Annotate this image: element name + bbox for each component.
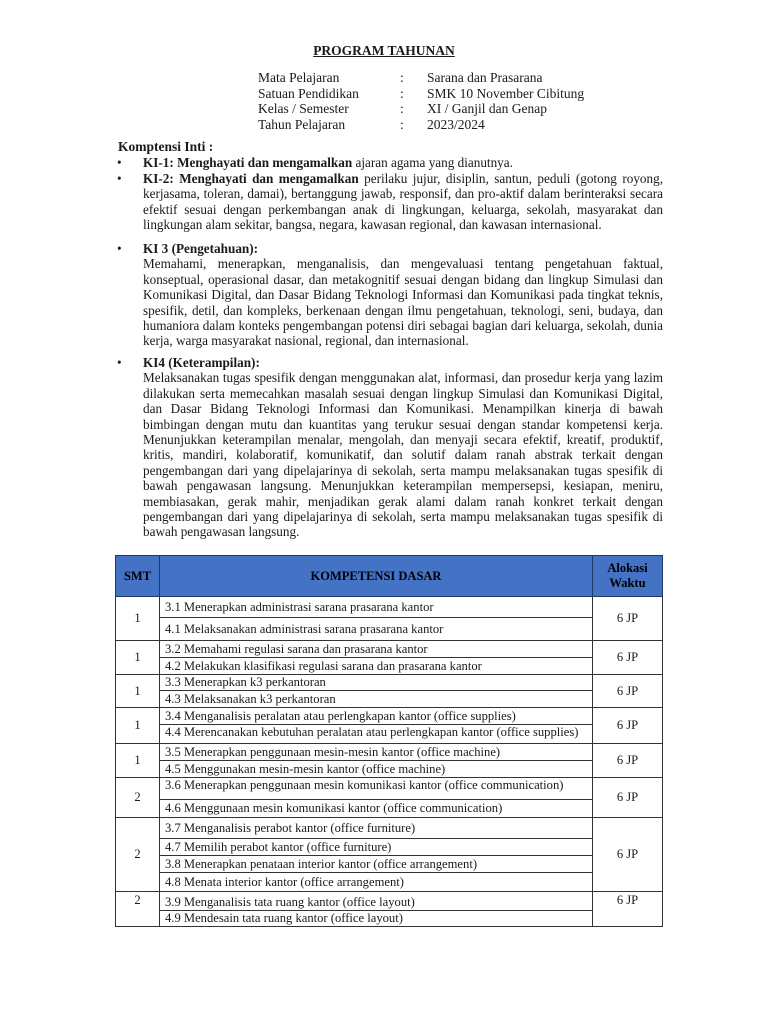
jp-cell: 6 JP: [593, 778, 663, 818]
document-meta: [258, 70, 584, 132]
smt-cell: 2: [116, 892, 160, 927]
bullet-icon: •: [117, 171, 122, 186]
ki3-title: KI 3 (Pengetahuan):: [143, 241, 259, 256]
kd-item: 4.3 Melaksanakan k3 perkantoran: [165, 692, 336, 706]
kd-item: 4.1 Melaksanakan administrasi sarana prasarana kantor: [165, 622, 444, 636]
kd-cell: [160, 675, 593, 708]
ki-heading: Komptensi Inti :: [118, 139, 214, 154]
table-row: [116, 778, 663, 818]
kd-item: 3.2 Memahami regulasi sarana dan prasarana kantor: [160, 641, 592, 658]
ki1-text: ajaran agama yang dianutnya.: [352, 155, 513, 170]
ki4-title: KI4 (Keterampilan):: [143, 355, 260, 370]
meta-colon: :: [400, 85, 404, 101]
kd-item: 4.5 Menggunakan mesin-mesin kantor (office machine): [165, 762, 446, 776]
ki3-text: Memahami, menerapkan, menganalisis, dan mengevaluasi tentang pengetahuan faktual, konseptual, operasional dasar, dan metakognitif sesuai dengan bidang dan lingkup Simulasi dan Komunikasi Digital, dan Dasar Bidang Teknologi Informasi dan Komunikasi pada tingkat teknis, spesifik, detil, dan kompleks, berkenaan dengan ilmu pengetahuan, teknologi, seni, budaya, dan humaniora dalam konteks pengembangan potensi diri sebagai bagian dari keluarga, sekolah, dunia kerja, warga masyarakat nasional, regional, dan internasional.: [143, 256, 663, 349]
kd-cell: [160, 818, 593, 892]
ki4-item: [117, 355, 663, 540]
table-row: [116, 675, 663, 708]
smt-cell: 1: [116, 744, 160, 778]
bullet-icon: •: [117, 355, 122, 370]
meta-colon: :: [400, 101, 404, 116]
kd-item: 4.9 Mendesain tata ruang kantor (office layout): [165, 911, 403, 925]
jp-cell: 6 JP: [593, 744, 663, 778]
meta-row: [258, 117, 584, 133]
jp-cell: 6 JP: [593, 675, 663, 708]
bullet-icon: •: [117, 155, 122, 170]
kd-cell: [160, 597, 593, 641]
meta-value: 2023/2024: [427, 116, 485, 132]
ki1-bold: KI-1: Menghayati dan mengamalkan: [143, 155, 353, 170]
kd-item: 4.2 Melakukan klasifikasi regulasi sarana dan prasarana kantor: [165, 659, 482, 673]
header-alokasi: Alokasi Waktu: [593, 556, 663, 597]
kd-item: 3.9 Menganalisis tata ruang kantor (office layout): [160, 892, 592, 911]
jp-cell: 6 JP: [593, 708, 663, 744]
table-row: [116, 744, 663, 778]
kd-item: 4.4 Merencanakan kebutuhan peralatan atau perlengkapan kantor (office supplies): [165, 725, 579, 739]
jp-cell: 6 JP: [593, 892, 663, 927]
kd-item: 3.1 Menerapkan administrasi sarana prasarana kantor: [160, 597, 592, 618]
table-row: [116, 818, 663, 892]
meta-value: SMK 10 November Cibitung: [427, 85, 585, 101]
smt-cell: 2: [116, 818, 160, 892]
kd-item: 4.7 Memilih perabot kantor (office furniture): [160, 839, 592, 856]
ki2-bold: KI-2: Menghayati dan mengamalkan: [143, 171, 359, 186]
ki2-item: [117, 171, 663, 233]
page-title: PROGRAM TAHUNAN: [313, 43, 455, 58]
ki2-text: perilaku jujur, disiplin, santun, peduli (gotong royong, kerjasama, toleran, damai), bertanggung jawab, responsif, dan pro-aktif dalam berinteraksi secara efektif sesuai dengan perkembangan anak di lingkungan, keluarga, sekolah, masyarakat dan lingkungan alam sekitar, bangsa, negara, kawasan regional, dan kawasan internasional.: [143, 171, 663, 233]
jp-cell: 6 JP: [593, 818, 663, 892]
meta-label: Mata Pelajaran: [258, 70, 340, 85]
meta-colon: :: [400, 70, 404, 85]
header-kd: KOMPETENSI DASAR: [160, 556, 593, 597]
kd-item: 3.8 Menerapkan penataan interior kantor (office arrangement): [160, 856, 592, 873]
table-row: [116, 597, 663, 641]
smt-cell: 1: [116, 597, 160, 641]
kd-item: 4.8 Menata interior kantor (office arrangement): [165, 875, 404, 889]
table-row: [116, 892, 663, 927]
meta-row: [258, 101, 584, 117]
smt-cell: 1: [116, 675, 160, 708]
ki1-item: [117, 155, 663, 170]
kd-table: [115, 555, 663, 927]
ki3-item: [117, 241, 663, 349]
ki4-text: Melaksanakan tugas spesifik dengan menggunakan alat, informasi, dan prosedur kerja yang lazim dilakukan serta memecahkan masalah sesuai dengan lingkup Simulasi dan Komunikasi Digital, dan Dasar Bidang Teknologi Informasi dan Komunikasi. Menampilkan kinerja di bawah bimbingan dengan mutu dan kuantitas yang terukur sesuai dengan standar kompetensi kerja. Menunjukkan keterampilan menalar, mengolah, dan menyaji secara efektif, kreatif, produktif, kritis, mandiri, kolaboratif, komunikatif, dan solutif dalam ranah abstrak terkait dengan pengembangan dari yang dipelajarinya di sekolah, serta mampu melaksanakan tugas spesifik di bawah pengawasan langsung. Menunjukkan keterampilan mempersepsi, kesiapan, meniru, membiasakan, gerak mahir, menjadikan gerak alami dalam ranah konkret terkait dengan pengembangan dari yang dipelajarinya di sekolah, serta mampu melaksanakan tugas spesifik di bawah pengawasan langsung.: [143, 370, 663, 540]
meta-label: Tahun Pelajaran: [258, 116, 346, 132]
table-row: [116, 641, 663, 675]
kd-item: 3.4 Menganalisis peralatan atau perlengkapan kantor (office supplies): [160, 708, 592, 725]
kd-cell: [160, 744, 593, 778]
table-header-row: [116, 556, 663, 597]
meta-row: [258, 70, 584, 86]
kd-item: 4.6 Menggunaan mesin komunikasi kantor (office communication): [165, 801, 503, 815]
kd-cell: [160, 892, 593, 927]
meta-label: Satuan Pendidikan: [258, 85, 359, 101]
bullet-icon: •: [117, 241, 122, 256]
kd-cell: [160, 708, 593, 744]
smt-cell: 1: [116, 641, 160, 675]
kd-item: 3.5 Menerapkan penggunaan mesin-mesin kantor (office machine): [160, 744, 592, 761]
kd-item: 3.6 Menerapkan penggunaan mesin komunikasi kantor (office communication): [160, 778, 592, 800]
meta-row: [258, 86, 584, 102]
header-smt: SMT: [116, 556, 160, 597]
jp-cell: 6 JP: [593, 641, 663, 675]
meta-colon: :: [400, 116, 404, 132]
kd-cell: [160, 641, 593, 675]
kd-item: 3.3 Menerapkan k3 perkantoran: [160, 675, 592, 691]
meta-value: Sarana dan Prasarana: [427, 70, 543, 85]
jp-cell: 6 JP: [593, 597, 663, 641]
kd-item: 3.7 Menganalisis perabot kantor (office furniture): [160, 818, 592, 839]
smt-cell: 2: [116, 778, 160, 818]
meta-value: XI / Ganjil dan Genap: [427, 101, 547, 116]
smt-cell: 1: [116, 708, 160, 744]
table-row: [116, 708, 663, 744]
kd-cell: [160, 778, 593, 818]
meta-label: Kelas / Semester: [258, 101, 349, 116]
